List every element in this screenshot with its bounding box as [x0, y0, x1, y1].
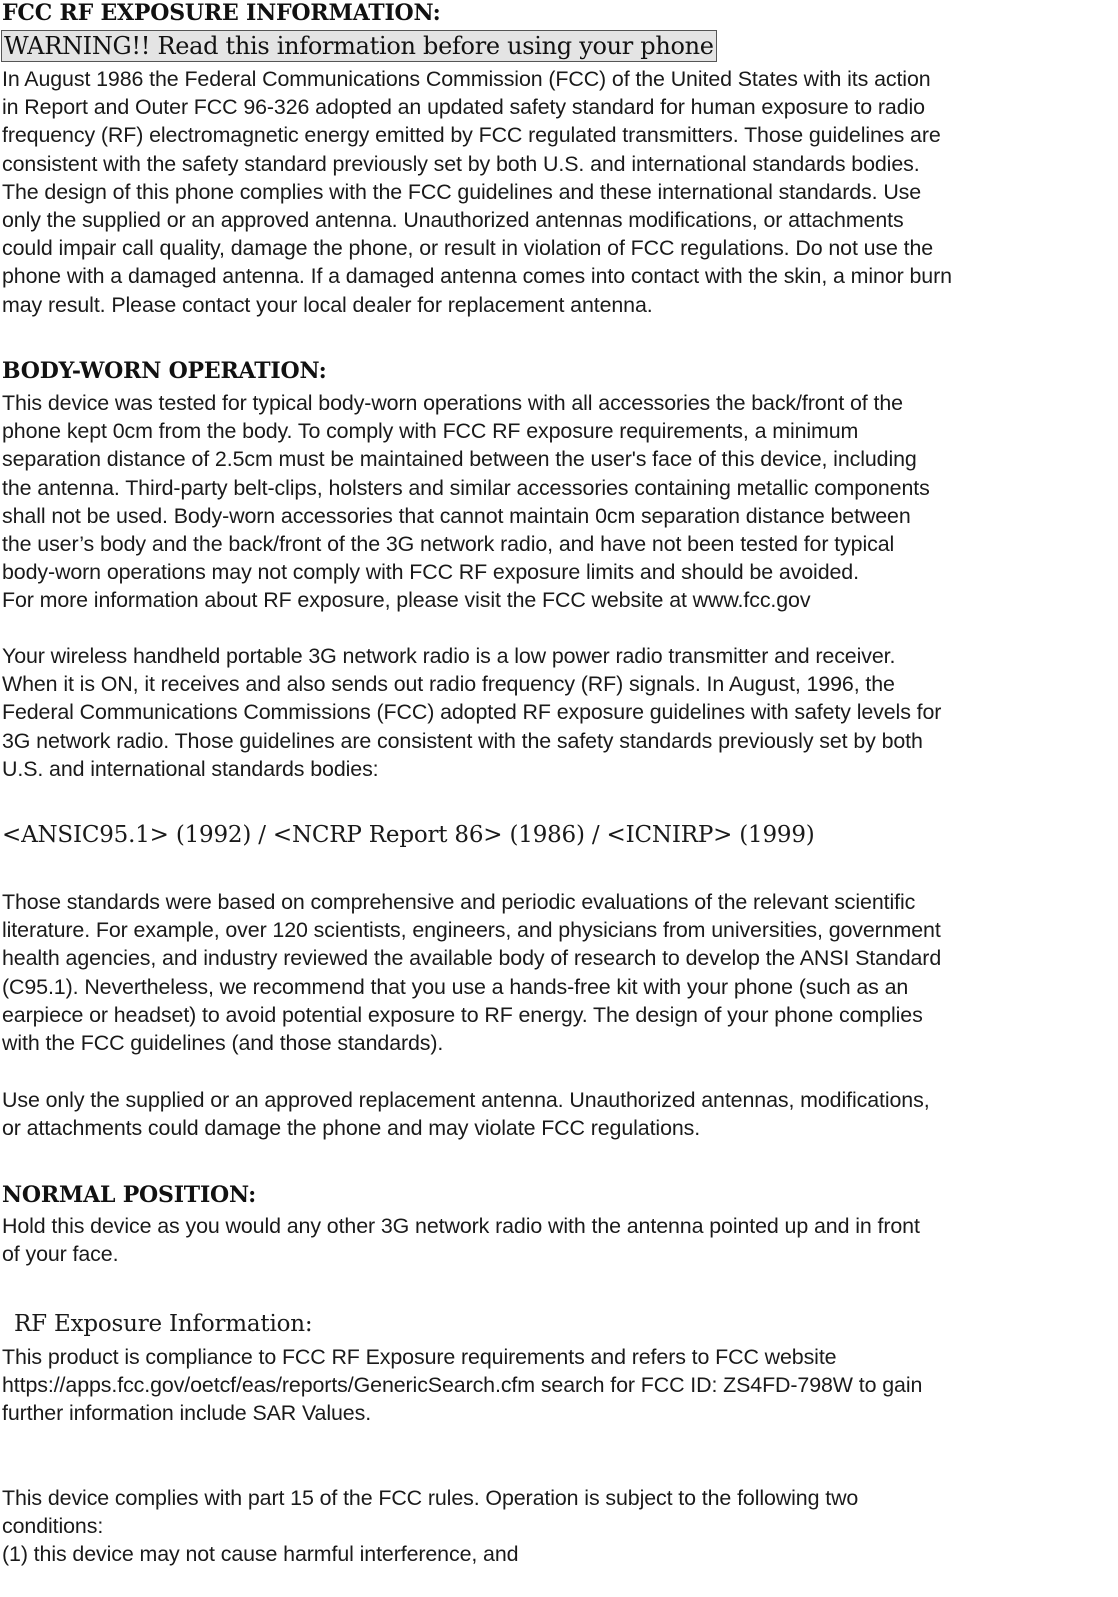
fcc-rf-exposure-heading: FCC RF EXPOSURE INFORMATION: [2, 0, 441, 26]
standards-list: <ANSIC95.1> (1992) / <NCRP Report 86> (1986) / <ICNIRP> (1999) [2, 822, 815, 848]
paragraph-line: This product is compliance to FCC RF Exposure requirements and refers to FCC website [2, 1345, 837, 1369]
rf-exposure-paragraph [2, 1343, 1112, 1428]
paragraph-line: with the FCC guidelines (and those standards). [2, 1031, 444, 1056]
paragraph-line: For more information about RF exposure, please visit the FCC website at www.fcc.gov [2, 588, 811, 613]
paragraph-line: Your wireless handheld portable 3G network radio is a low power radio transmitter and receiver. [2, 644, 896, 668]
normal-position-paragraph [2, 1212, 1112, 1268]
warning-banner: WARNING!! Read this information before using your phone [1, 30, 717, 62]
paragraph-line: Those standards were based on comprehensive and periodic evaluations of the relevant scientific [2, 890, 916, 914]
fcc-intro-paragraph [2, 65, 1112, 319]
paragraph-line: https://apps.fcc.gov/oetcf/eas/reports/GenericSearch.cfm search for FCC ID: ZS4FD-798W to gain [2, 1373, 923, 1398]
paragraph-line: 3G network radio. Those guidelines are consistent with the safety standards previously set by both [2, 728, 923, 753]
paragraph-line: U.S. and international standards bodies: [2, 756, 379, 781]
paragraph-line: in Report and Outer FCC 96-326 adopted an updated safety standard for human exposure to radio [2, 95, 925, 120]
paragraph-line: Hold this device as you would any other 3G network radio with the antenna pointed up and in front [2, 1214, 920, 1238]
paragraph-line: shall not be used. Body-worn accessories that cannot maintain 0cm separation distance between [2, 503, 911, 528]
paragraph-line: only the supplied or an approved antenna. Unauthorized antennas modifications, or attachments [2, 208, 904, 233]
paragraph-line: (1) this device may not cause harmful interference, and [2, 1542, 519, 1567]
paragraph-line: body-worn operations may not comply with FCC RF exposure limits and should be avoided. [2, 560, 859, 585]
paragraph-line: health agencies, and industry reviewed the available body of research to develop the ANSI Standard [2, 946, 942, 971]
radio-paragraph [2, 642, 1112, 783]
standards-paragraph [2, 888, 1112, 1057]
body-worn-heading: BODY-WORN OPERATION: [2, 358, 327, 384]
paragraph-line: the user’s body and the back/front of the 3G network radio, and have not been tested for typical [2, 532, 895, 557]
paragraph-line: The design of this phone complies with the FCC guidelines and these international standards. Use [2, 179, 922, 204]
paragraph-line: may result. Please contact your local dealer for replacement antenna. [2, 292, 653, 317]
paragraph-line: Use only the supplied or an approved replacement antenna. Unauthorized antennas, modifications, [2, 1088, 930, 1112]
antenna-paragraph [2, 1086, 1112, 1142]
paragraph-line: or attachments could damage the phone and may violate FCC regulations. [2, 1116, 701, 1141]
paragraph-line: literature. For example, over 120 scientists, engineers, and physicians from universities, government [2, 918, 941, 943]
body-worn-paragraph [2, 389, 1112, 615]
paragraph-line: This device complies with part 15 of the FCC rules. Operation is subject to the following two [2, 1486, 859, 1510]
paragraph-line: This device was tested for typical body-worn operations with all accessories the back/front of the [2, 391, 903, 415]
paragraph-line: earpiece or headset) to avoid potential exposure to RF energy. The design of your phone complies [2, 1002, 923, 1027]
paragraph-line: Federal Communications Commissions (FCC) adopted RF exposure guidelines with safety levels for [2, 700, 942, 725]
paragraph-line: phone with a damaged antenna. If a damaged antenna comes into contact with the skin, a minor burn [2, 264, 952, 289]
paragraph-line: conditions: [2, 1514, 104, 1539]
part15-paragraph [2, 1484, 1112, 1569]
paragraph-line: phone kept 0cm from the body. To comply with FCC RF exposure requirements, a minimum [2, 419, 859, 444]
paragraph-line: In August 1986 the Federal Communications Commission (FCC) of the United States with its action [2, 67, 931, 91]
paragraph-line: further information include SAR Values. [2, 1401, 372, 1426]
paragraph-line: When it is ON, it receives and also sends out radio frequency (RF) signals. In August, 1996, the [2, 672, 895, 697]
paragraph-line: the antenna. Third-party belt-clips, holsters and similar accessories containing metallic components [2, 475, 930, 500]
paragraph-line: separation distance of 2.5cm must be maintained between the user's face of this device, including [2, 447, 917, 472]
paragraph-line: of your face. [2, 1242, 119, 1267]
normal-position-heading: NORMAL POSITION: [2, 1182, 257, 1208]
paragraph-line: consistent with the safety standard previously set by both U.S. and international standards bodies. [2, 151, 920, 176]
paragraph-line: could impair call quality, damage the phone, or result in violation of FCC regulations. Do not use the [2, 236, 934, 261]
paragraph-line: frequency (RF) electromagnetic energy emitted by FCC regulated transmitters. Those guidelines are [2, 123, 941, 148]
paragraph-line: (C95.1). Nevertheless, we recommend that you use a hands-free kit with your phone (such as an [2, 974, 909, 999]
rf-exposure-heading: RF Exposure Information: [14, 1311, 313, 1337]
